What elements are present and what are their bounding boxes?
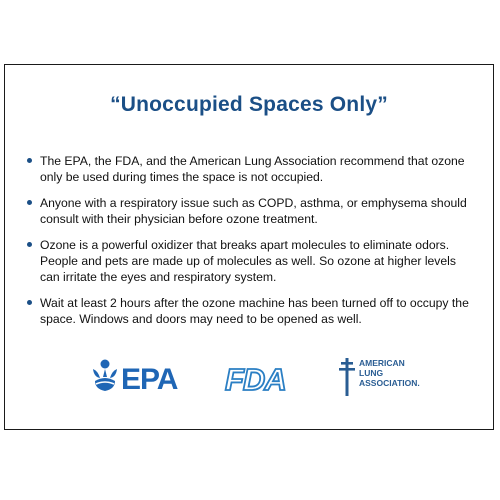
bullet-item [27,195,479,227]
bullet-item [27,153,479,185]
epa-logo-text: EPA [121,363,178,395]
fda-logo-text: FDA [225,362,286,395]
american-lung-association-logo [339,357,420,402]
bullet-text: Wait at least 2 hours after the ozone machine has been turned off to occupy the space. Windows and doors may need to be opened as well. [40,296,469,326]
bullet-text: The EPA, the FDA, and the American Lung Association recommend that ozone only be used during times the space is not occupied. [40,154,465,184]
bullet-dot-icon [27,200,32,205]
epa-logo [89,355,179,400]
slide-title: “Unoccupied Spaces Only” [110,93,388,116]
ala-line-2: LUNG [359,368,384,378]
bullet-dot-icon [27,158,32,163]
ala-line-1: AMERICAN [359,358,405,368]
bullet-dot-icon [27,242,32,247]
double-cross-icon [339,357,355,397]
bullet-text: Ozone is a powerful oxidizer that breaks apart molecules to eliminate odors. People and pets are made up of molecules as well. So ozone at higher levels can irritate the eyes and respiratory system. [40,238,456,284]
bullet-dot-icon [27,300,32,305]
bullet-text: Anyone with a respiratory issue such as COPD, asthma, or emphysema should consult with their physician before ozone treatment. [40,196,467,226]
logo-row [5,355,493,401]
bullet-item [27,237,479,285]
bullet-list [27,153,479,337]
ala-logo-text [359,358,420,388]
bullet-item [27,295,479,327]
ala-line-3: ASSOCIATION. [359,378,420,388]
fda-logo [223,361,291,400]
slide-card [4,64,494,430]
